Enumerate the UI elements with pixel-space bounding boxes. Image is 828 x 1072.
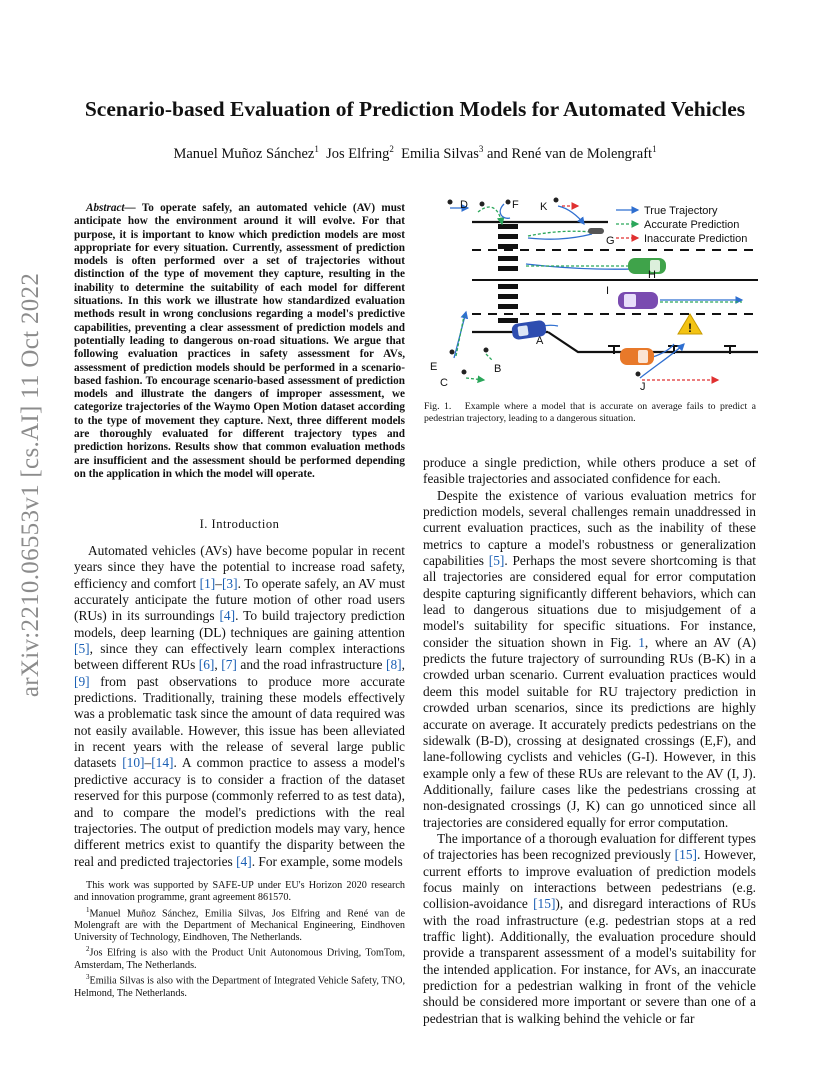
- citation-link[interactable]: [15]: [674, 847, 697, 863]
- paper-title: Scenario-based Evaluation of Prediction Models for Automated Vehicles: [84, 97, 746, 121]
- footnotes: [74, 880, 405, 1000]
- legend-accurate: Accurate Prediction: [644, 219, 740, 231]
- footnote-funding: This work was supported by SAFE-UP under EU's Horizon 2020 research and innovation programme, grant agreement 861570.: [74, 880, 405, 903]
- caption-text: Example where a model that is accurate on average fails to predict a pedestrian trajectory, leading to a dangerous situation.: [424, 401, 756, 424]
- author-name: Jos Elfring: [326, 145, 390, 162]
- figure-caption: [424, 401, 756, 424]
- author-list: [60, 144, 770, 163]
- legend-inaccurate: Inaccurate Prediction: [644, 233, 748, 245]
- author-name: Emilia Silvas: [401, 145, 479, 162]
- abstract: [74, 202, 405, 481]
- figure-1: [428, 194, 758, 400]
- citation-link[interactable]: [14]: [151, 755, 174, 771]
- citation-link[interactable]: [9]: [74, 673, 90, 689]
- citation-link[interactable]: [3]: [221, 575, 238, 591]
- citation-link[interactable]: [15]: [533, 896, 556, 912]
- abstract-text: To operate safely, an automated vehicle (AV) must anticipate how the environment around it will evolve. For that purpose, it is important to know which prediction models are most appropriate for every situation. Currently, assessment of prediction models is often performed over a set of trajectories without distinction of the type of movement they capture, resulting in the inability to determine the suitability of each model for different situations. In this work we illustrate how standardized evaluation methods result in wrong conclusions regarding a model's predictive capabilities, preventing a clear assessment of prediction models and potentially leading to dangerous on-road situations. We argue that following evaluation practices in safety assessment for AVs, assessment of prediction models should be performed in a scenario-based fashion. To encourage scenario-based assessment of prediction models and illustrate the dangers of improper assessment, we categorize trajectories of the Waymo Open Motion dataset according to the type of movement they capture. Next, three different models are thoroughly evaluated for different trajectory types and prediction horizons. Results show that common evaluation methods are insufficient and the assessment should be performed depending on the application in which the model will operate.: [74, 202, 405, 480]
- warning-icon: !: [688, 321, 692, 335]
- section-heading: I. Introduction: [199, 517, 280, 531]
- right-column-body: [423, 455, 756, 1027]
- citation-link[interactable]: [8]: [386, 657, 402, 673]
- citation-link[interactable]: [4]: [236, 853, 252, 869]
- citation-link[interactable]: [10]: [122, 755, 145, 771]
- label-G: G: [606, 235, 615, 247]
- footnote-affiliation: $^1$Manuel Muñoz Sánchez, Emilia Silvas, Jos Elfring and René van de Molengraft are with the Department of Mechanical Engineering, Eindhoven University of Technology, Eindhoven, The Netherlands.: [74, 905, 405, 943]
- arxiv-identifier: [10, 272, 52, 698]
- affiliation-mark: 3: [478, 144, 484, 154]
- legend-true: True Trajectory: [644, 205, 718, 217]
- citation-link[interactable]: [7]: [221, 657, 237, 673]
- citation-link[interactable]: [5]: [74, 641, 90, 657]
- caption-label: Fig. 1.: [424, 401, 452, 412]
- author-name: Manuel Muñoz Sánchez: [173, 145, 315, 162]
- citation-link[interactable]: [6]: [198, 657, 215, 673]
- abstract-label: Abstract—: [86, 202, 136, 214]
- label-I: I: [606, 285, 610, 297]
- paragraph: Automated vehicles (AVs) have become popular in recent years since they have the potential to increase road safety, efficiency and comfort [1]–[3]. To operate safely, an AV must accurately anticipate the future motion of other road users (RUs) in its surroundings [4]. To build trajectory prediction models, deep learning (DL) techniques are gaining attention [5], since they can effectively learn complex interactions between different RUs [6], [7] and the road infrastructure [8], [9] from past observations to produce more accurate predictions. Traditionally, training these models effectively was a problematic task since the amount of data required was not easily available. However, this issue has been alleviated in recent years with the release of several large public datasets [10]–[14]. A common practice to assess a model's predictive accuracy is to consider a fraction of the dataset reserved for this purpose (commonly referred to as test data), and to compare the model's predictions with the real trajectories. The output of prediction models may vary, hence different metrics exist to quantify the disparity between the real and predicted trajectories [4]. For example, some models: [74, 543, 406, 869]
- label-A: A: [536, 335, 544, 347]
- label-K: K: [540, 201, 548, 213]
- figure-link[interactable]: 1: [638, 634, 645, 650]
- author-name: René van de Molengraft: [511, 145, 653, 162]
- footnote-affiliation: $^3$Emilia Silvas is also with the Department of Integrated Vehicle Safety, TNO, Helmond, The Netherlands.: [74, 973, 405, 999]
- citation-link[interactable]: [4]: [219, 608, 236, 624]
- label-C: C: [440, 377, 448, 389]
- label-F: F: [512, 199, 519, 211]
- scenario-diagram: [428, 194, 758, 400]
- label-J: J: [640, 381, 646, 393]
- paragraph: produce a single prediction, while others produce a set of feasible trajectories and associated confidence for each.: [423, 455, 756, 487]
- label-H: H: [648, 269, 656, 281]
- label-D: D: [460, 199, 468, 211]
- figure-legend: [616, 205, 747, 245]
- citation-link[interactable]: [1]: [199, 575, 216, 591]
- citation-link[interactable]: [5]: [488, 553, 505, 569]
- intro-body: [74, 543, 405, 870]
- paragraph: The importance of a thorough evaluation for different types of trajectories has been recognized previously [15]. However, current efforts to improve evaluation of prediction models focus mainly on interactions between pedestrians (e.g. collision-avoidance [15]), and disregard interactions of RUs with the road infrastructure (e.g. pedestrian stops at a red traffic light). Additionally, the evaluation procedure should provide a transparent assessment of a model's suitability for the intended application. For instance, for AVs, an inaccurate prediction for a pedestrian walking in front of the vehicle should be considered more important or severe than one of a pedestrian that is walking behind the vehicle or far: [423, 830, 756, 1026]
- arxiv-id-text: arXiv:2210.06553v1 [cs.AI] 11 Oct 2022: [17, 272, 44, 698]
- author-conjunction: and: [486, 145, 508, 162]
- label-E: E: [430, 361, 438, 373]
- label-B: B: [494, 363, 502, 375]
- affiliation-mark: 2: [389, 144, 394, 154]
- paragraph: Despite the existence of various evaluation metrics for prediction models, several challenges remain unaddressed in current evaluation practices, such as the inability of these metrics to capture a model's robustness or generalization capabilities [5]. Perhaps the most severe shortcoming is that all trajectories are considered equal for error computation despite capturing significantly different behaviors, which can lead to dangerous situations due to misjudgement of a model's suitability for specific situations. For instance, consider the situation shown in Fig. 1, where an AV (A) predicts the future trajectory of surrounding RUs (B-K) in a crowded urban scenario. Current evaluation practices would deem this model suitable for RU trajectory prediction in crowded urban scenarios, since its predictions are highly accurate on average. It accurately predicts pedestrians on the sidewalk (B-D), crossing at designated crossings (E,F), and lane-following cyclists and vehicles (G-I). However, in this example only a few of these RUs are relevant to the AV (I, J). Additionally, failure cases like the pedestrians crossing at non-designated crossings (J, K) can go unnoticed since all trajectories are considered equally for error computation.: [423, 487, 757, 830]
- affiliation-mark: 1: [652, 144, 657, 154]
- affiliation-mark: 1: [314, 144, 319, 154]
- footnote-affiliation: $^2$Jos Elfring is also with the Product Unit Autonomous Driving, TomTom, Amsterdam, The Netherlands.: [74, 945, 405, 971]
